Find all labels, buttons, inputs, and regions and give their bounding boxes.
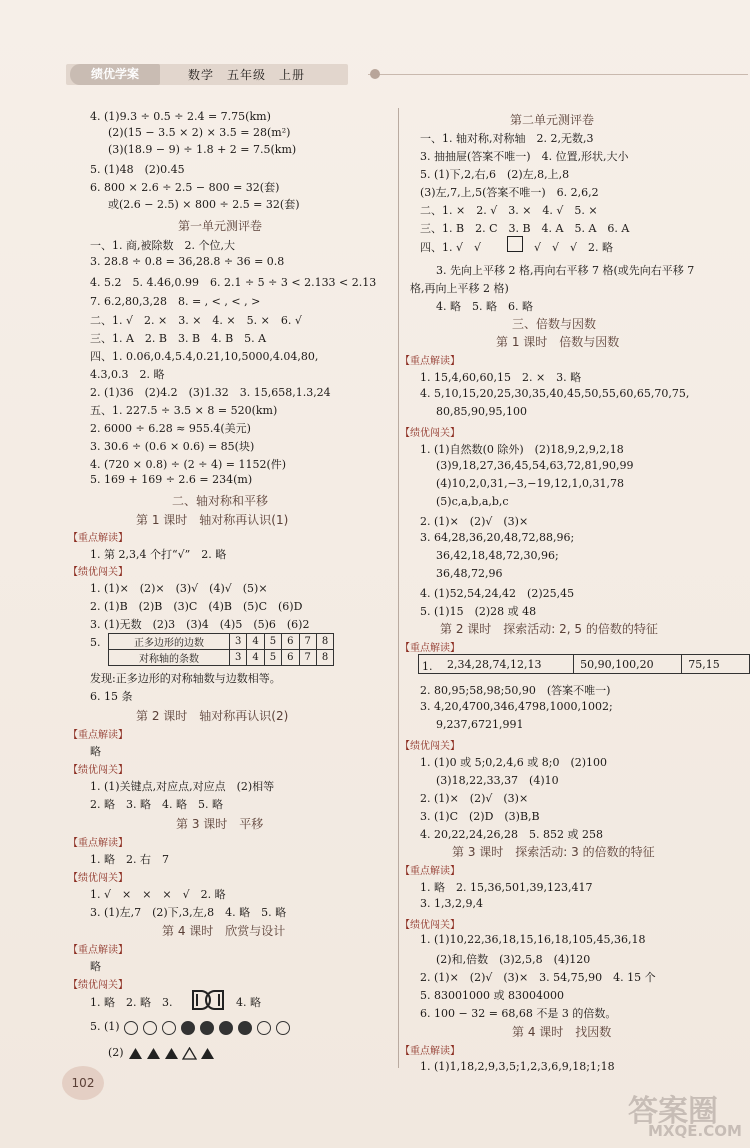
section-title: 三、倍数与因数 [512, 317, 597, 331]
answer-line: 或(2.6 − 2.5) × 800 ÷ 2.5 = 32(套) [108, 198, 300, 211]
answer-line: 2. 6000 ÷ 6.28 ≈ 955.4(美元) [90, 422, 251, 435]
tag-key-points: 【重点解读】 [400, 866, 460, 877]
answer-line: 略 [90, 960, 101, 973]
column-divider [398, 108, 399, 1068]
table-row [419, 655, 750, 674]
answer-line: 3. 28.8 ÷ 0.8 = 36,28.8 ÷ 36 = 0.8 [90, 255, 285, 268]
table-cell: 4 [247, 650, 264, 666]
answer-line: 4. 略 [236, 996, 261, 1009]
answer-line: 36,48,72,96 [436, 567, 503, 580]
answer-line: 1. 第 2,3,4 个打“√” 2. 略 [90, 548, 227, 561]
table-cell: 75,15 [682, 655, 750, 674]
table-row-label: 对称轴的条数 [109, 650, 230, 666]
table-cell: 3 [230, 650, 247, 666]
table-cell: 5 [264, 650, 281, 666]
answer-line: 3. (1)左,7 (2)下,3,左,8 4. 略 5. 略 [90, 906, 287, 919]
filled-circle-icon [238, 1021, 252, 1035]
empty-circle-icon [124, 1021, 138, 1035]
answer-box-table [418, 654, 750, 674]
answer-line: 3. 1,3,2,9,4 [420, 897, 483, 910]
page-number: 102 [62, 1066, 104, 1100]
tag-key-points: 【重点解读】 [68, 838, 128, 849]
table-cell: 4 [247, 634, 264, 650]
filled-triangle-icon [200, 1047, 215, 1060]
lesson-title: 第 1 课时 倍数与因数 [496, 335, 620, 349]
answer-line: 1. (1)关键点,对应点,对应点 (2)相等 [90, 780, 275, 793]
tag-key-points: 【重点解读】 [68, 945, 128, 956]
table-row [109, 634, 334, 650]
answer-line: (3)左,7,上,5(答案不唯一) 6. 2,6,2 [420, 186, 599, 199]
answer-line: 1. (1)0 或 5;0,2,4,6 或 8;0 (2)100 [420, 756, 608, 769]
answer-line: 1. (1)1,18,2,9,3,5;1,2,3,6,9,18;1;18 [420, 1060, 615, 1073]
answer-line: 5. (1) [90, 1020, 120, 1033]
empty-circle-icon [276, 1021, 290, 1035]
lesson-title: 第 4 课时 找因数 [512, 1025, 612, 1039]
tag-practice: 【绩优闯关】 [400, 920, 460, 931]
tag-practice: 【绩优闯关】 [68, 765, 128, 776]
tag-practice: 【绩优闯关】 [400, 741, 460, 752]
answer-line: (2)(15 − 3.5 × 2) × 3.5 = 28(m²) [108, 126, 291, 139]
answer-line: 2. (1)36 (2)4.2 (3)1.32 3. 15,658,1.3,24 [90, 386, 331, 399]
header-dot-icon [370, 69, 380, 79]
answer-line: 1. √ × × × √ 2. 略 [90, 888, 226, 901]
answer-line: 4. (720 × 0.8) ÷ (2 ÷ 4) = 1152(件) [90, 458, 287, 471]
answer-line: 二、1. × 2. √ 3. × 4. √ 5. × [420, 204, 598, 217]
answer-line: 发现:正多边形的对称轴数与边数相等。 [90, 672, 281, 685]
table-row-label: 正多边形的边数 [109, 634, 230, 650]
table-cell: 8 [316, 650, 333, 666]
lesson-title: 第 3 课时 平移 [176, 817, 264, 831]
lesson-title: 第 3 课时 探索活动: 3 的倍数的特征 [452, 845, 655, 859]
answer-line: 3. 64,28,36,20,48,72,88,96; [420, 531, 575, 544]
section-title: 二、轴对称和平移 [172, 494, 269, 508]
answer-line: 7. 6.2,80,3,28 8. = , < , < , > [90, 295, 261, 308]
answer-line: 三、1. A 2. B 3. B 4. B 5. A [90, 332, 267, 345]
filled-circle-icon [200, 1021, 214, 1035]
lesson-title: 第 4 课时 欣赏与设计 [162, 924, 286, 938]
answer-line: 4. 5.2 5. 4.46,0.99 6. 2.1 ÷ 5 ÷ 3 < 2.133 < 2.13 [90, 276, 377, 289]
answer-line: 6. 15 条 [90, 690, 133, 703]
watermark-logo: 答案圈 [628, 1094, 718, 1129]
empty-square-icon [507, 236, 523, 252]
answer-line: 3. 4,20,4700,346,4798,1000,1002; [420, 700, 613, 713]
empty-circle-icon [162, 1021, 176, 1035]
tag-key-points: 【重点解读】 [68, 533, 128, 544]
symmetry-table [108, 633, 334, 666]
table-cell: 2,34,28,74,12,13 [419, 655, 574, 674]
answer-line: √ √ √ 2. 略 [534, 241, 614, 254]
answer-line: 4. 略 5. 略 6. 略 [436, 300, 533, 313]
answer-line: 二、1. √ 2. × 3. × 4. × 5. × 6. √ [90, 314, 302, 327]
empty-circle-icon [143, 1021, 157, 1035]
answer-line: 2. (1)× (2)√ (3)× 3. 54,75,90 4. 15 个 [420, 971, 656, 984]
answer-line: (3)18,22,33,37 (4)10 [436, 774, 559, 787]
answer-line: 5. (1)48 (2)0.45 [90, 163, 185, 176]
table-cell: 6 [282, 634, 299, 650]
answer-line: 2. (1)× (2)√ (3)× [420, 792, 529, 805]
answer-line: 格,再向上平移 2 格) [410, 282, 509, 295]
filled-triangle-icon [164, 1047, 179, 1060]
header-rule [368, 74, 748, 75]
answer-line: 6. 100 − 32 = 68,68 不是 3 的倍数。 [420, 1007, 617, 1020]
answer-line: 4.3,0.3 2. 略 [90, 368, 165, 381]
answer-line: (4)10,2,0,31,−3,−19,12,1,0,31,78 [436, 477, 624, 490]
answer-line: 一、1. 商,被除数 2. 个位,大 [90, 239, 235, 252]
filled-circle-icon [219, 1021, 233, 1035]
answer-line: 4. (1)9.3 ÷ 0.5 ÷ 2.4 = 7.75(km) [90, 110, 271, 123]
tag-practice: 【绩优闯关】 [68, 980, 128, 991]
answer-line: 4. 20,22,24,26,28 5. 852 或 258 [420, 828, 603, 841]
page-header-title: 数学 五年级 上册 [188, 68, 306, 82]
answer-line: 5. (1)下,2,右,6 (2)左,8,上,8 [420, 168, 570, 181]
answer-line: 6. 800 × 2.6 ÷ 2.5 − 800 = 32(套) [90, 181, 280, 194]
answer-line: 四、1. √ √ [420, 241, 482, 254]
answer-line: 4. 5,10,15,20,25,30,35,40,45,50,55,60,65,70,75, [420, 387, 690, 400]
filled-triangle-icon [128, 1047, 143, 1060]
answer-line: (2) [108, 1046, 124, 1059]
answer-line: 80,85,90,95,100 [436, 405, 527, 418]
answer-line: 3. (1)无数 (2)3 (3)4 (4)5 (5)6 (6)2 [90, 618, 310, 631]
table-cell: 7 [299, 650, 316, 666]
brand-label: 绩优学案 [70, 64, 160, 85]
answer-line: 四、1. 0.06,0.4,5.4,0.21,10,5000,4.04,80, [90, 350, 319, 363]
answer-line: 略 [90, 745, 101, 758]
answer-line: 5. [90, 636, 101, 649]
filled-triangle-icon [146, 1047, 161, 1060]
answer-line: (2)和,倍数 (3)2,5,8 (4)120 [436, 953, 591, 966]
table-cell: 50,90,100,20 [574, 655, 682, 674]
table-cell: 6 [282, 650, 299, 666]
empty-triangle-icon [182, 1047, 197, 1060]
answer-line: 1. (1)10,22,36,18,15,16,18,105,45,36,18 [420, 933, 646, 946]
answer-line: 9,237,6721,991 [436, 718, 524, 731]
answer-line: 5. (1)15 (2)28 或 48 [420, 605, 537, 618]
table-cell: 3 [230, 634, 247, 650]
dd-symbol-icon [190, 989, 226, 1011]
table-row [109, 650, 334, 666]
tag-practice: 【绩优闯关】 [400, 428, 460, 439]
answer-line: 1. 略 2. 15,36,501,39,123,417 [420, 881, 593, 894]
circle-pattern [124, 1017, 295, 1036]
answer-line: 2. 略 3. 略 4. 略 5. 略 [90, 798, 223, 811]
answer-line: 2. 80,95;58,98;50,90 (答案不唯一) [420, 684, 611, 697]
table-cell: 5 [264, 634, 281, 650]
tag-key-points: 【重点解读】 [400, 1046, 460, 1057]
triangle-pattern [128, 1043, 218, 1062]
answer-line: 2. (1)× (2)√ (3)× [420, 515, 529, 528]
answer-line: 3. 先向上平移 2 格,再向右平移 7 格(或先向右平移 7 [436, 264, 695, 277]
answer-line: 1. (1)× (2)× (3)√ (4)√ (5)× [90, 582, 268, 595]
tag-key-points: 【重点解读】 [400, 643, 460, 654]
tag-practice: 【绩优闯关】 [68, 567, 128, 578]
answer-line: 1. 略 2. 略 3. [90, 996, 173, 1009]
answer-line: 3. 30.6 ÷ (0.6 × 0.6) = 85(块) [90, 440, 255, 453]
lesson-title: 第 2 课时 探索活动: 2, 5 的倍数的特征 [440, 622, 658, 636]
answer-line: 一、1. 轴对称,对称轴 2. 2,无数,3 [420, 132, 594, 145]
answer-line: 1. [422, 660, 433, 673]
answer-line: 1. 略 2. 右 7 [90, 853, 169, 866]
answer-line: (5)c,a,b,a,b,c [436, 495, 509, 508]
answer-line: 五、1. 227.5 ÷ 3.5 × 8 = 520(km) [90, 404, 278, 417]
lesson-title: 第 2 课时 轴对称再认识(2) [136, 709, 289, 723]
answer-line: 3. (1)C (2)D (3)B,B [420, 810, 540, 823]
answer-line: 2. (1)B (2)B (3)C (4)B (5)C (6)D [90, 600, 303, 613]
answer-line: 1. 15,4,60,60,15 2. × 3. 略 [420, 371, 582, 384]
tag-practice: 【绩优闯关】 [68, 873, 128, 884]
watermark-url: MXQE.COM [648, 1122, 742, 1140]
tag-key-points: 【重点解读】 [400, 356, 460, 367]
answer-line: 5. 169 + 169 ÷ 2.6 = 234(m) [90, 473, 253, 486]
answer-line: 5. 83001000 或 83004000 [420, 989, 564, 1002]
answer-line: 1. (1)自然数(0 除外) (2)18,9,2,9,2,18 [420, 443, 624, 456]
lesson-title: 第 1 课时 轴对称再认识(1) [136, 513, 289, 527]
table-cell: 7 [299, 634, 316, 650]
tag-key-points: 【重点解读】 [68, 730, 128, 741]
filled-circle-icon [181, 1021, 195, 1035]
table-cell: 8 [316, 634, 333, 650]
empty-circle-icon [257, 1021, 271, 1035]
answer-line: 4. (1)52,54,24,42 (2)25,45 [420, 587, 575, 600]
answer-line: 3. 抽抽屉(答案不唯一) 4. 位置,形状,大小 [420, 150, 629, 163]
answer-line: (3)9,18,27,36,45,54,63,72,81,90,99 [436, 459, 634, 472]
answer-line: 三、1. B 2. C 3. B 4. A 5. A 6. A [420, 222, 630, 235]
section-title: 第一单元测评卷 [178, 219, 263, 233]
answer-line: 36,42,18,48,72,30,96; [436, 549, 559, 562]
answer-line: (3)(18.9 − 9) ÷ 1.8 + 2 = 7.5(km) [108, 143, 297, 156]
section-title: 第二单元测评卷 [510, 113, 595, 127]
